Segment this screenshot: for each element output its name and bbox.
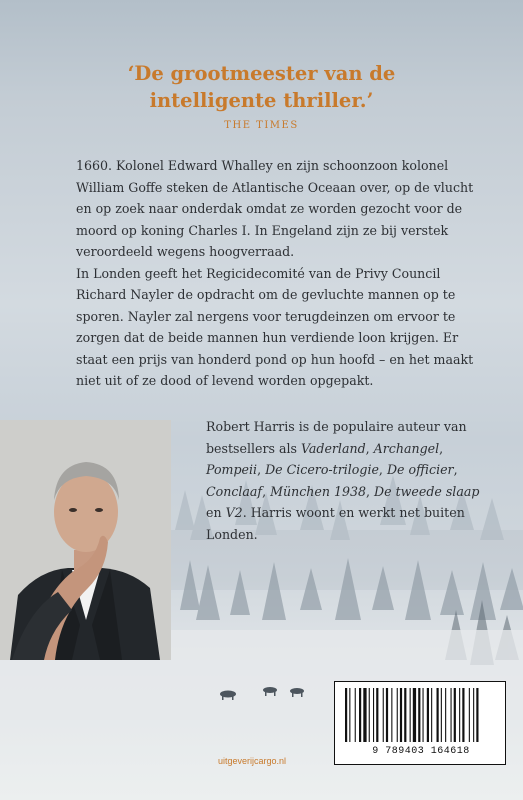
review-quote-line-2: intelligente thriller.’ bbox=[149, 89, 374, 112]
synopsis-paragraph-1: 1660. Kolonel Edward Whalley en zijn schoonzoon kolonel William Goffe steken de Atlantische Oceaan over, op de vlucht en op zoek naar onderdak omdat ze worden gezocht voor de moord op koning Charles I. In Engeland zijn ze bij verstek veroordeeld wegens hoogverraad. bbox=[76, 158, 474, 259]
review-quote-line-1: ‘De grootmeester van de bbox=[127, 62, 396, 85]
book-title: Pompeii bbox=[206, 462, 258, 477]
separator: , bbox=[453, 462, 458, 477]
review-source: THE TIMES bbox=[224, 120, 299, 131]
synopsis bbox=[76, 155, 476, 392]
publisher-url[interactable]: uitgeverijcargo.nl bbox=[218, 756, 287, 766]
book-title: De Cicero-trilogie bbox=[265, 462, 379, 477]
book-title: De officier bbox=[386, 462, 454, 477]
separator: , bbox=[257, 462, 266, 477]
synopsis-paragraph-2: In Londen geeft het Regicidecomité van de Privy Council Richard Nayler de opdracht om de gevluchte mannen op te sporen. Nayler zal nergens voor terugdeinzen om ervoor te zorgen dat de beide mannen hun verdiende loon krijgen. Er staat een prijs van honderd pond op hun hoofd – en het maakt niet uit of ze dood of levend worden opgepakt. bbox=[76, 265, 474, 388]
separator: , bbox=[439, 440, 444, 456]
separator: , bbox=[262, 483, 271, 499]
book-title: Archangel bbox=[373, 440, 440, 456]
book-title: Conclaaf bbox=[206, 483, 263, 499]
book-title: München 1938 bbox=[270, 483, 367, 499]
author-bio bbox=[206, 416, 486, 545]
author-photo bbox=[0, 420, 171, 660]
review-quote bbox=[0, 60, 523, 114]
separator: , bbox=[378, 462, 387, 477]
isbn-barcode bbox=[334, 681, 506, 765]
author-bio-intro: Robert Harris is de populaire auteur van bestsellers als bbox=[206, 419, 467, 456]
separator: en bbox=[206, 505, 226, 520]
book-title: Vaderland bbox=[300, 440, 366, 456]
separator: , bbox=[365, 440, 374, 456]
book-title: De tweede slaap bbox=[374, 483, 480, 499]
separator: , bbox=[366, 483, 375, 499]
barcode-bars bbox=[335, 684, 505, 746]
book-title: V2 bbox=[225, 505, 243, 520]
isbn-digits: 9 789403 164618 bbox=[372, 746, 470, 757]
author-bio-outro: . Harris woont en werkt net buiten Londen. bbox=[206, 505, 465, 542]
